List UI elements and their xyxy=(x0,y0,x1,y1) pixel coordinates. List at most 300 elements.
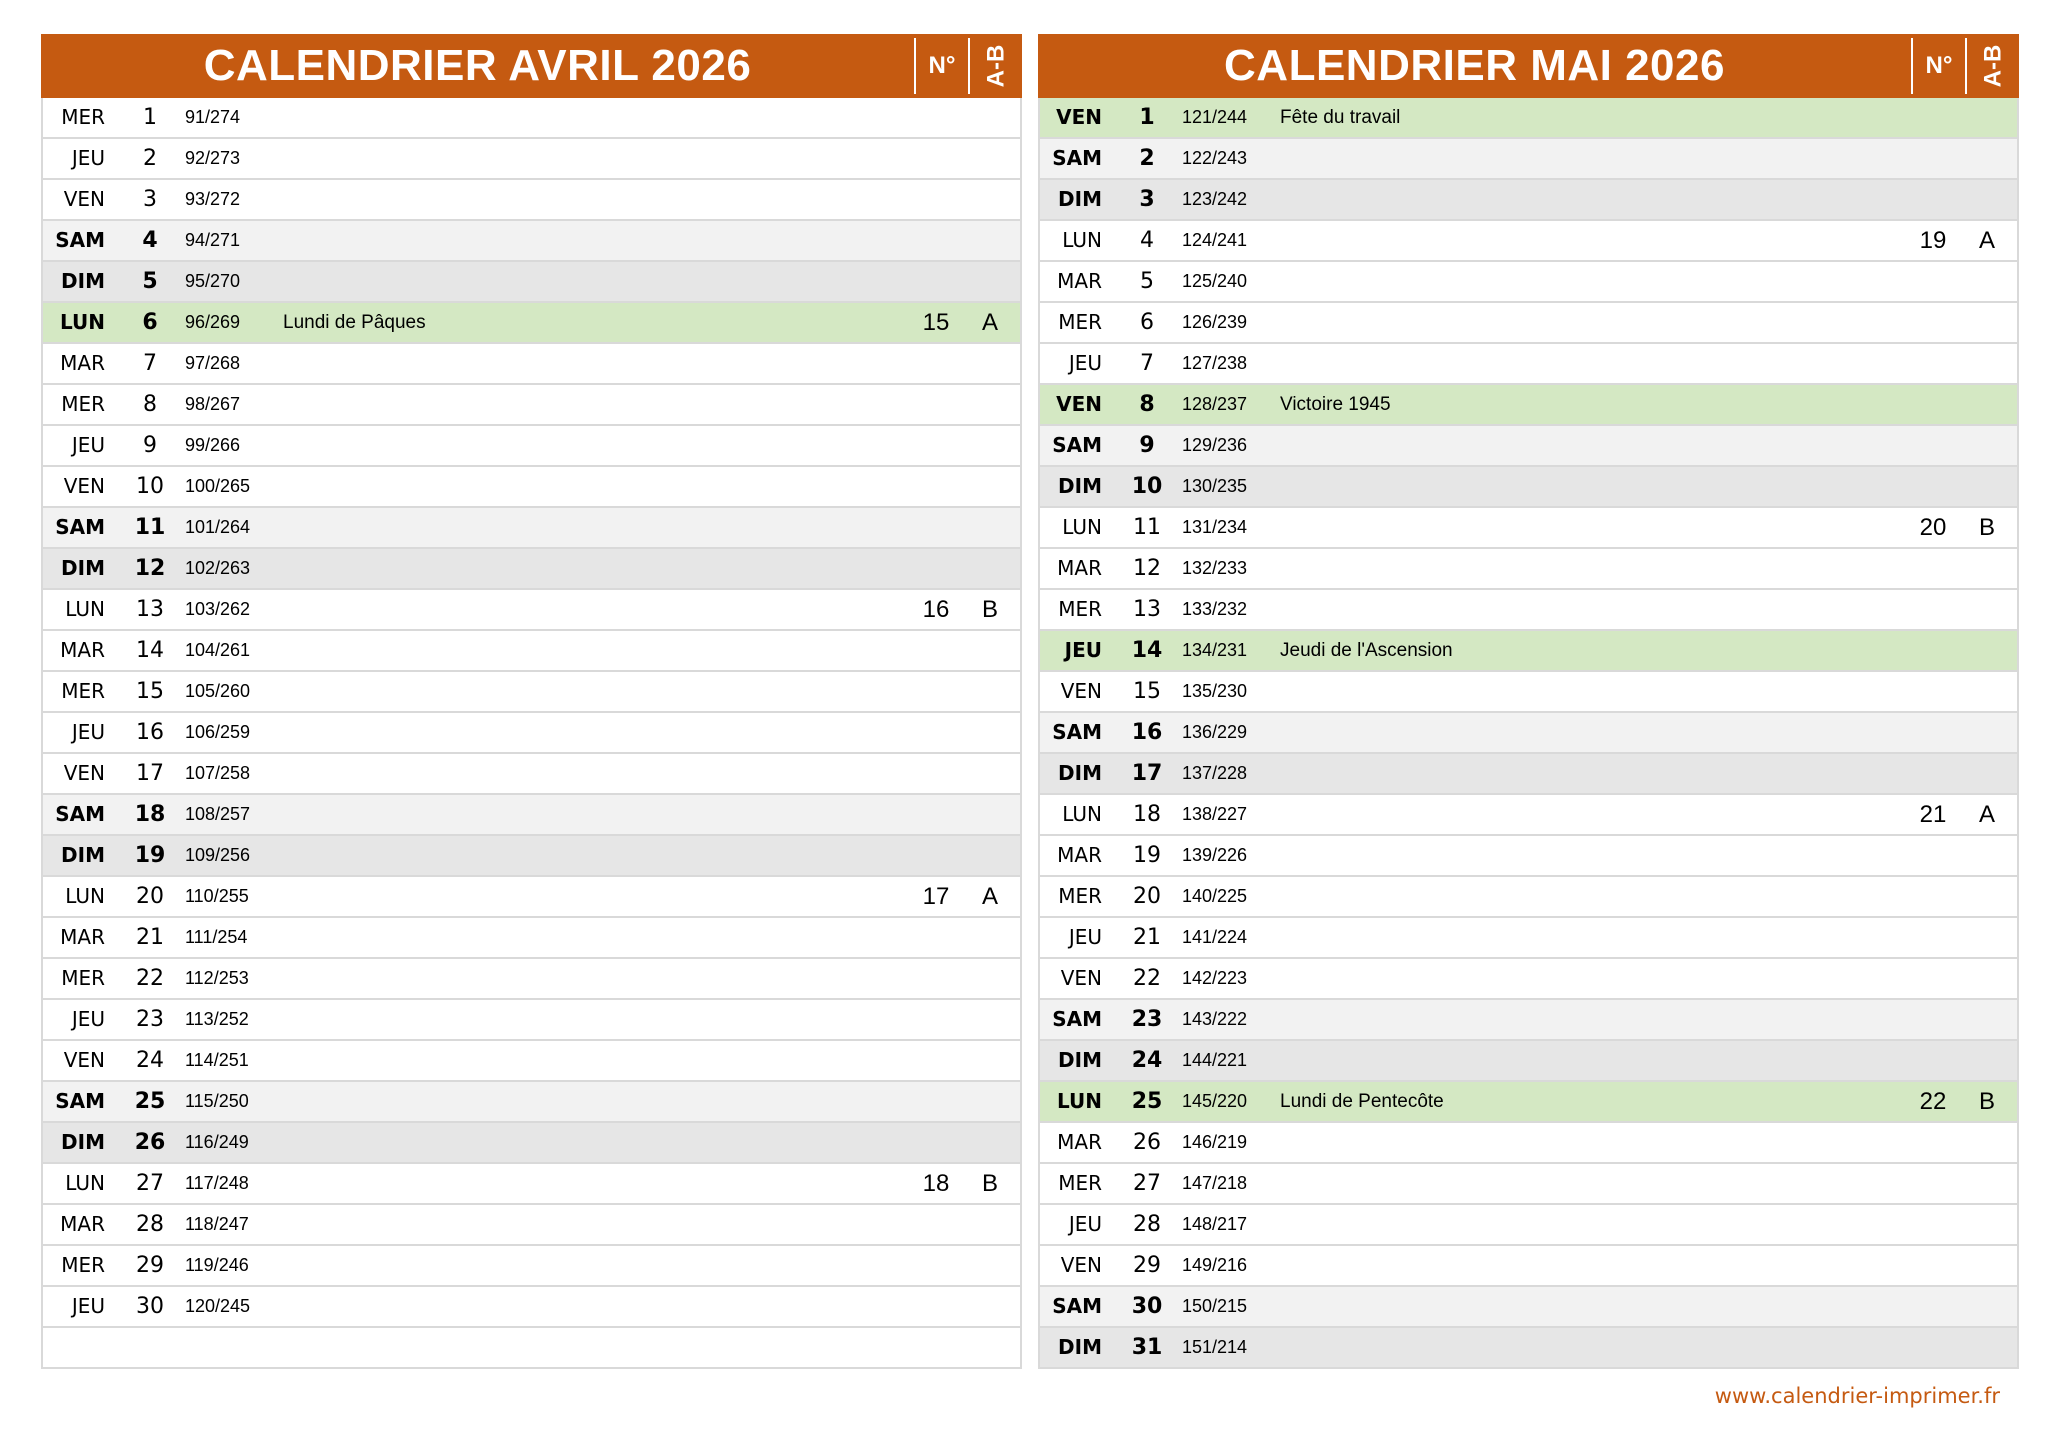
day-of-week: DIM xyxy=(1058,1048,1102,1072)
day-number: 26 xyxy=(134,1130,166,1155)
day-row xyxy=(43,1205,1020,1246)
day-of-year: 121/244 xyxy=(1182,107,1248,127)
week-number xyxy=(910,139,962,178)
day-of-week: MER xyxy=(1058,597,1102,621)
ab-week xyxy=(1961,303,2013,342)
ab-week xyxy=(964,1082,1016,1121)
day-row xyxy=(1040,1164,2017,1205)
day-row xyxy=(43,139,1020,180)
week-number: 18 xyxy=(922,1170,950,1197)
day-of-week: DIM xyxy=(61,269,105,293)
day-of-year: 147/218 xyxy=(1182,1173,1248,1193)
day-row xyxy=(43,795,1020,836)
day-of-week: SAM xyxy=(55,515,105,539)
ab-week: A xyxy=(1978,227,1995,254)
day-row xyxy=(1040,98,2017,139)
day-number: 3 xyxy=(143,187,157,212)
week-number xyxy=(910,180,962,219)
day-of-week: JEU xyxy=(71,146,105,170)
day-number: 29 xyxy=(136,1253,164,1278)
footer-url[interactable]: www.calendrier-imprimer.fr xyxy=(1714,1384,2000,1408)
day-row xyxy=(43,549,1020,590)
day-of-week: JEU xyxy=(71,1294,105,1318)
day-of-year: 101/264 xyxy=(185,517,251,537)
day-number: 19 xyxy=(1133,843,1161,868)
day-row xyxy=(43,221,1020,262)
day-number: 20 xyxy=(136,884,164,909)
week-number xyxy=(910,467,962,506)
day-of-week: VEN xyxy=(1060,966,1102,990)
week-number: 17 xyxy=(922,883,950,910)
day-of-year: 117/248 xyxy=(185,1173,249,1193)
week-number xyxy=(910,1287,962,1326)
day-of-year: 123/242 xyxy=(1182,189,1248,209)
day-rows xyxy=(1038,98,2019,1369)
ab-week xyxy=(964,98,1016,137)
week-number xyxy=(910,836,962,875)
day-number: 23 xyxy=(136,1007,164,1032)
week-number xyxy=(1907,1164,1959,1203)
day-of-year: 150/215 xyxy=(1182,1296,1248,1316)
day-of-year: 128/237 xyxy=(1182,394,1248,414)
day-row xyxy=(43,262,1020,303)
day-number: 6 xyxy=(1140,310,1154,335)
day-row xyxy=(43,959,1020,1000)
day-of-week: MER xyxy=(61,966,105,990)
day-number: 20 xyxy=(1133,884,1161,909)
day-number: 1 xyxy=(1139,105,1155,130)
event-label: Lundi de Pentecôte xyxy=(1280,1091,1444,1112)
day-row xyxy=(43,98,1020,139)
ab-week xyxy=(1961,98,2013,137)
day-of-year: 118/247 xyxy=(185,1214,249,1234)
day-of-week: VEN xyxy=(63,187,105,211)
ab-week xyxy=(1961,1205,2013,1244)
day-number: 9 xyxy=(1139,433,1155,458)
ab-week xyxy=(964,139,1016,178)
day-of-week: VEN xyxy=(1060,1253,1102,1277)
day-of-week: MAR xyxy=(60,351,105,375)
day-of-year: 135/230 xyxy=(1182,681,1248,701)
month-header xyxy=(41,34,1022,98)
day-number: 8 xyxy=(1139,392,1155,417)
ab-week xyxy=(964,262,1016,301)
week-number xyxy=(1907,344,1959,383)
day-of-week: MER xyxy=(61,679,105,703)
week-number xyxy=(910,262,962,301)
day-of-week: MER xyxy=(1058,1171,1102,1195)
day-number: 24 xyxy=(136,1048,164,1073)
day-of-year: 91/274 xyxy=(185,107,241,127)
day-of-week: DIM xyxy=(1058,474,1102,498)
week-number xyxy=(1907,959,1959,998)
day-of-year: 110/255 xyxy=(185,886,249,906)
day-number: 11 xyxy=(1133,515,1161,540)
ab-week xyxy=(964,180,1016,219)
day-number: 25 xyxy=(134,1089,166,1114)
ab-week xyxy=(1961,713,2013,752)
week-number: 19 xyxy=(1919,227,1947,254)
day-row xyxy=(43,1000,1020,1041)
day-of-year: 107/258 xyxy=(185,763,251,783)
day-number: 30 xyxy=(1131,1294,1163,1319)
week-number xyxy=(1907,385,1959,424)
week-number xyxy=(910,631,962,670)
day-number: 1 xyxy=(143,105,157,130)
day-of-week: VEN xyxy=(1056,392,1102,416)
day-of-year: 114/251 xyxy=(185,1050,249,1070)
day-number: 23 xyxy=(1131,1007,1163,1032)
week-number xyxy=(1907,98,1959,137)
day-row xyxy=(43,713,1020,754)
day-row xyxy=(43,631,1020,672)
day-row xyxy=(1040,262,2017,303)
day-of-year: 129/236 xyxy=(1182,435,1248,455)
ab-week: B xyxy=(1978,514,1995,541)
ab-week xyxy=(964,754,1016,793)
week-number xyxy=(1907,754,1959,793)
week-number xyxy=(1907,672,1959,711)
day-row xyxy=(1040,1123,2017,1164)
day-of-year: 146/219 xyxy=(1182,1132,1248,1152)
day-of-year: 120/245 xyxy=(185,1296,251,1316)
ab-week xyxy=(1961,385,2013,424)
day-row xyxy=(1040,836,2017,877)
week-number xyxy=(1907,180,1959,219)
day-number: 30 xyxy=(136,1294,164,1319)
day-of-year: 144/221 xyxy=(1182,1050,1248,1070)
day-number: 18 xyxy=(134,802,166,827)
day-of-week: DIM xyxy=(1058,187,1102,211)
week-number xyxy=(1907,590,1959,629)
day-row xyxy=(43,754,1020,795)
week-number xyxy=(910,385,962,424)
ab-week xyxy=(1961,1246,2013,1285)
day-number: 9 xyxy=(143,433,157,458)
event-label: Victoire 1945 xyxy=(1280,394,1391,415)
event-label: Jeudi de l'Ascension xyxy=(1280,640,1453,661)
day-of-week: MAR xyxy=(1057,843,1102,867)
ab-week: A xyxy=(981,883,998,910)
day-of-year: 134/231 xyxy=(1182,640,1248,660)
day-of-week: SAM xyxy=(1052,720,1102,744)
day-of-year: 111/254 xyxy=(185,927,248,947)
ab-week xyxy=(964,385,1016,424)
week-number xyxy=(1907,1205,1959,1244)
day-number: 27 xyxy=(136,1171,164,1196)
day-of-year: 100/265 xyxy=(185,476,251,496)
ab-week xyxy=(1961,139,2013,178)
day-of-year: 145/220 xyxy=(1182,1091,1248,1111)
week-number xyxy=(910,508,962,547)
week-number xyxy=(1907,836,1959,875)
day-of-week: JEU xyxy=(71,720,105,744)
day-row xyxy=(1040,385,2017,426)
day-number: 6 xyxy=(142,310,158,335)
ab-week xyxy=(1961,1041,2013,1080)
day-row xyxy=(43,590,1020,631)
day-row xyxy=(43,385,1020,426)
day-of-year: 142/223 xyxy=(1182,968,1248,988)
event-label: Lundi de Pâques xyxy=(283,312,426,333)
week-number: 15 xyxy=(922,309,950,336)
ab-week xyxy=(1961,180,2013,219)
ab-week xyxy=(1961,754,2013,793)
ab-week xyxy=(1961,631,2013,670)
day-row xyxy=(1040,1287,2017,1328)
day-number: 19 xyxy=(134,843,166,868)
day-of-week: DIM xyxy=(61,1130,105,1154)
day-of-week: VEN xyxy=(1056,105,1102,129)
ab-week xyxy=(964,549,1016,588)
day-number: 12 xyxy=(134,556,166,581)
day-of-week: MER xyxy=(1058,884,1102,908)
week-number xyxy=(1907,1000,1959,1039)
day-row xyxy=(43,1246,1020,1287)
day-of-year: 124/241 xyxy=(1182,230,1248,250)
day-of-year: 97/268 xyxy=(185,353,241,373)
day-of-week: MAR xyxy=(60,1212,105,1236)
week-number-header: N° xyxy=(928,52,956,79)
day-of-week: LUN xyxy=(65,884,105,908)
ab-week xyxy=(964,426,1016,465)
day-number: 17 xyxy=(136,761,164,786)
day-of-week: SAM xyxy=(1052,1007,1102,1031)
day-row xyxy=(1040,467,2017,508)
ab-week xyxy=(964,1000,1016,1039)
week-number xyxy=(1907,1041,1959,1080)
day-number: 10 xyxy=(136,474,164,499)
day-row xyxy=(1040,754,2017,795)
day-of-year: 137/228 xyxy=(1182,763,1248,783)
day-number: 4 xyxy=(1140,228,1154,253)
day-number: 21 xyxy=(1133,925,1161,950)
week-number xyxy=(910,1082,962,1121)
day-of-year: 141/224 xyxy=(1182,927,1248,947)
day-of-year: 122/243 xyxy=(1182,148,1248,168)
day-number: 4 xyxy=(142,228,158,253)
ab-week xyxy=(1961,1328,2013,1367)
day-of-year: 127/238 xyxy=(1182,353,1248,373)
day-of-year: 109/256 xyxy=(185,845,251,865)
day-row xyxy=(1040,672,2017,713)
calendar-may xyxy=(1038,34,2019,1369)
ab-week xyxy=(964,959,1016,998)
day-number: 28 xyxy=(1133,1212,1161,1237)
week-number xyxy=(910,795,962,834)
day-of-year: 104/261 xyxy=(185,640,251,660)
day-number: 29 xyxy=(1133,1253,1161,1278)
day-number: 28 xyxy=(136,1212,164,1237)
ab-week xyxy=(964,713,1016,752)
day-number: 22 xyxy=(1133,966,1161,991)
week-number xyxy=(910,1328,962,1367)
day-number: 3 xyxy=(1139,187,1155,212)
week-number-header: N° xyxy=(1925,52,1953,79)
day-of-week: SAM xyxy=(1052,433,1102,457)
ab-header xyxy=(970,34,1022,98)
day-row xyxy=(1040,1000,2017,1041)
week-number: 21 xyxy=(1919,801,1947,828)
day-of-year: 113/252 xyxy=(185,1009,249,1029)
day-of-year: 119/246 xyxy=(185,1255,249,1275)
week-number xyxy=(910,1000,962,1039)
ab-week xyxy=(1961,1000,2013,1039)
week-number xyxy=(910,1041,962,1080)
ab-week xyxy=(964,1123,1016,1162)
day-number: 15 xyxy=(1133,679,1161,704)
week-number xyxy=(1907,549,1959,588)
week-number xyxy=(1907,467,1959,506)
day-number xyxy=(120,1328,180,1367)
day-number: 11 xyxy=(134,515,166,540)
day-row xyxy=(43,1164,1020,1205)
day-row xyxy=(43,426,1020,467)
day-of-year: 98/267 xyxy=(185,394,241,414)
day-number: 14 xyxy=(136,638,164,663)
ab-week xyxy=(964,918,1016,957)
day-row xyxy=(43,180,1020,221)
day-number: 7 xyxy=(143,351,157,376)
day-of-year: 102/263 xyxy=(185,558,251,578)
calendar-april xyxy=(41,34,1022,1369)
week-number xyxy=(1907,1287,1959,1326)
week-number xyxy=(1907,713,1959,752)
ab-week xyxy=(1961,877,2013,916)
ab-week xyxy=(964,344,1016,383)
ab-week xyxy=(1961,590,2013,629)
day-row xyxy=(43,836,1020,877)
ab-week xyxy=(1961,549,2013,588)
day-number: 17 xyxy=(1131,761,1163,786)
week-number xyxy=(910,98,962,137)
day-of-week: DIM xyxy=(61,556,105,580)
ab-week xyxy=(964,1246,1016,1285)
day-of-year: 103/262 xyxy=(185,599,251,619)
day-of-week: SAM xyxy=(55,228,105,252)
day-row xyxy=(1040,1205,2017,1246)
week-number xyxy=(1907,1123,1959,1162)
day-of-year: 126/239 xyxy=(1182,312,1248,332)
day-of-week: LUN xyxy=(65,1171,105,1195)
month-header xyxy=(1038,34,2019,98)
day-of-week: SAM xyxy=(1052,1294,1102,1318)
day-of-week: MAR xyxy=(60,638,105,662)
ab-week: A xyxy=(1978,801,1995,828)
ab-header-label: A-B xyxy=(1979,44,2006,88)
ab-week: B xyxy=(981,1170,998,1197)
week-number xyxy=(910,754,962,793)
day-of-week: SAM xyxy=(55,802,105,826)
day-of-week: JEU xyxy=(71,1007,105,1031)
day-number: 8 xyxy=(143,392,157,417)
day-of-week: SAM xyxy=(1052,146,1102,170)
day-of-year: 95/270 xyxy=(185,271,241,291)
ab-week: B xyxy=(1978,1088,1995,1115)
day-of-week: MER xyxy=(61,1253,105,1277)
day-row xyxy=(1040,1082,2017,1123)
day-number: 13 xyxy=(136,597,164,622)
day-of-year: 143/222 xyxy=(1182,1009,1248,1029)
day-row xyxy=(1040,877,2017,918)
week-number xyxy=(1907,303,1959,342)
week-number xyxy=(910,1123,962,1162)
week-number: 22 xyxy=(1919,1088,1947,1115)
day-of-year: 133/232 xyxy=(1182,599,1248,619)
day-row xyxy=(1040,344,2017,385)
week-number xyxy=(910,549,962,588)
day-number: 5 xyxy=(1140,269,1154,294)
event-label: Fête du travail xyxy=(1280,107,1401,128)
day-of-year: 136/229 xyxy=(1182,722,1248,742)
day-row xyxy=(1040,1328,2017,1369)
day-of-week: LUN xyxy=(1062,802,1102,826)
day-of-week: MER xyxy=(61,392,105,416)
day-row xyxy=(43,1123,1020,1164)
ab-week xyxy=(1961,1164,2013,1203)
day-of-week: VEN xyxy=(63,474,105,498)
ab-week xyxy=(964,221,1016,260)
day-of-week: MAR xyxy=(1057,556,1102,580)
week-number xyxy=(1907,918,1959,957)
day-of-week: JEU xyxy=(1064,638,1102,662)
ab-week xyxy=(1961,1123,2013,1162)
day-of-week: JEU xyxy=(1068,351,1102,375)
day-of-week: MAR xyxy=(1057,1130,1102,1154)
day-row xyxy=(43,1082,1020,1123)
month-title: CALENDRIER MAI 2026 xyxy=(1224,41,1725,90)
week-number xyxy=(1907,1328,1959,1367)
day-number: 14 xyxy=(1131,638,1163,663)
day-of-week: MAR xyxy=(60,925,105,949)
day-of-week: VEN xyxy=(63,1048,105,1072)
week-number xyxy=(910,221,962,260)
day-of-year: 131/234 xyxy=(1182,517,1248,537)
ab-week xyxy=(1961,344,2013,383)
ab-week xyxy=(964,1287,1016,1326)
day-number: 26 xyxy=(1133,1130,1161,1155)
week-number xyxy=(1907,262,1959,301)
day-row xyxy=(43,918,1020,959)
ab-week xyxy=(964,508,1016,547)
week-number xyxy=(910,713,962,752)
day-of-week: JEU xyxy=(1068,925,1102,949)
day-row xyxy=(1040,918,2017,959)
day-of-week: DIM xyxy=(61,843,105,867)
day-number: 15 xyxy=(136,679,164,704)
day-of-year: 148/217 xyxy=(1182,1214,1248,1234)
day-number: 2 xyxy=(1139,146,1155,171)
day-rows xyxy=(41,98,1022,1369)
ab-week xyxy=(964,672,1016,711)
week-number xyxy=(910,426,962,465)
ab-header-label: A-B xyxy=(982,44,1009,88)
week-number xyxy=(1907,1246,1959,1285)
day-of-week: LUN xyxy=(1062,228,1102,252)
day-number: 25 xyxy=(1131,1089,1163,1114)
day-of-week: LUN xyxy=(1062,515,1102,539)
day-number: 31 xyxy=(1131,1335,1163,1360)
ab-week xyxy=(1961,262,2013,301)
day-of-year: 106/259 xyxy=(185,722,251,742)
day-row xyxy=(43,877,1020,918)
day-number: 12 xyxy=(1133,556,1161,581)
day-of-year: 138/227 xyxy=(1182,804,1248,824)
week-number xyxy=(910,1205,962,1244)
month-title: CALENDRIER AVRIL 2026 xyxy=(203,41,752,90)
day-row xyxy=(1040,1041,2017,1082)
ab-week: A xyxy=(981,309,998,336)
